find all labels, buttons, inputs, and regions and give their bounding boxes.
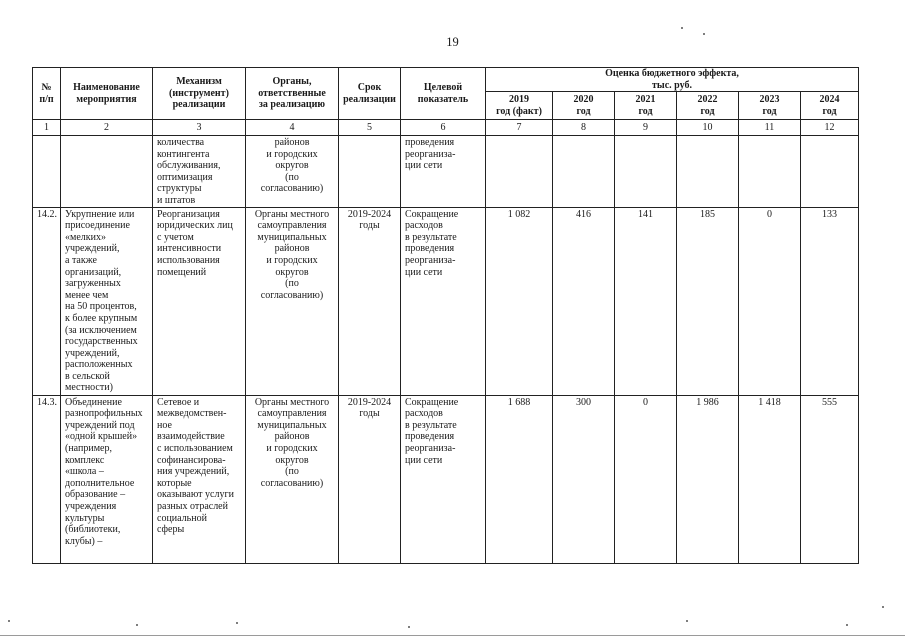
scan-speck (236, 622, 238, 624)
cell-effect-2020: 300 (553, 395, 615, 563)
column-number: 5 (339, 120, 401, 136)
column-number: 6 (401, 120, 486, 136)
header-target-indicator: Целевой показатель (401, 68, 486, 120)
cell-target-indicator: Сокращение расходов в результате проведения реорганиза- ции сети (401, 207, 486, 395)
column-number: 7 (486, 120, 553, 136)
cell-effect-2022: 185 (677, 207, 739, 395)
cell-activity-number: 14.3. (33, 395, 61, 563)
header-activity-name: Наименование мероприятия (61, 68, 153, 120)
header-term: Срок реализации (339, 68, 401, 120)
cell-mechanism: Сетевое и межведомствен- ное взаимодействие с использованием софинансирова- ния учреждений, которые оказывают услуги разных отраслей социальной сферы (153, 395, 246, 563)
empty-cell (61, 136, 153, 208)
scan-speck (136, 624, 138, 626)
measures-table (32, 67, 859, 564)
empty-cell (801, 136, 859, 208)
scan-speck (846, 624, 848, 626)
column-number: 10 (677, 120, 739, 136)
column-numbers-row (33, 120, 859, 136)
cell-effect-2020: 416 (553, 207, 615, 395)
column-number: 1 (33, 120, 61, 136)
cell-effect-2024: 133 (801, 207, 859, 395)
cell-effect-2019: 1 082 (486, 207, 553, 395)
header-responsible-bodies: Органы, ответственные за реализацию (246, 68, 339, 120)
cell-responsible-bodies: районов и городских округов (по согласованию) (246, 136, 339, 208)
cell-effect-2021: 141 (615, 207, 677, 395)
scan-speck (703, 33, 705, 35)
header-row (33, 68, 859, 92)
column-number: 8 (553, 120, 615, 136)
empty-cell (486, 136, 553, 208)
cell-term: 2019-2024 годы (339, 395, 401, 563)
cell-effect-2021: 0 (615, 395, 677, 563)
header-year-2020: 2020 год (553, 92, 615, 120)
header-mechanism: Механизм (инструмент) реализации (153, 68, 246, 120)
header-year-2021: 2021 год (615, 92, 677, 120)
scan-speck (408, 626, 410, 628)
scan-speck (8, 620, 10, 622)
cell-mechanism: Реорганизация юридических лиц с учетом интенсивности использования помещений (153, 207, 246, 395)
table-header (33, 68, 859, 120)
empty-cell (339, 136, 401, 208)
column-number: 9 (615, 120, 677, 136)
column-number: 12 (801, 120, 859, 136)
empty-cell (33, 136, 61, 208)
cell-target-indicator: Сокращение расходов в результате проведения реорганиза- ции сети (401, 395, 486, 563)
scan-speck (681, 27, 683, 29)
header-budget-effect: Оценка бюджетного эффекта, тыс. руб. (486, 68, 859, 92)
column-number: 3 (153, 120, 246, 136)
cell-activity-name: Объединение разнопрофильных учреждений под «одной крышей» (например, комплекс «школа – дополнительное образование – учреждения культуры (библиотеки, клубы) – (61, 395, 153, 563)
cell-activity-name: Укрупнение или присоединение «мелких» учреждений, а также организаций, загруженных менее чем на 50 процентов, к более крупным (за исключением государственных учреждений, расположенных в сельской местности) (61, 207, 153, 395)
cell-responsible-bodies: Органы местного самоуправления муниципальных районов и городских округов (по согласованию) (246, 207, 339, 395)
cell-mechanism: количества контингента обслуживания, оптимизация структуры и штатов (153, 136, 246, 208)
empty-cell (677, 136, 739, 208)
header-year-2023: 2023 год (739, 92, 801, 120)
column-number: 2 (61, 120, 153, 136)
scan-speck (882, 606, 884, 608)
empty-cell (615, 136, 677, 208)
cell-responsible-bodies: Органы местного самоуправления муниципальных районов и городских округов (по согласованию) (246, 395, 339, 563)
header-number: № п/п (33, 68, 61, 120)
header-year-2024: 2024 год (801, 92, 859, 120)
header-year-2019: 2019 год (факт) (486, 92, 553, 120)
cell-effect-2023: 0 (739, 207, 801, 395)
page-number: 19 (446, 35, 459, 49)
cell-effect-2024: 555 (801, 395, 859, 563)
table-row (33, 136, 859, 208)
header-year-2022: 2022 год (677, 92, 739, 120)
table-row (33, 395, 859, 563)
empty-cell (553, 136, 615, 208)
cell-effect-2023: 1 418 (739, 395, 801, 563)
column-number: 11 (739, 120, 801, 136)
cell-term: 2019-2024 годы (339, 207, 401, 395)
table-row (33, 207, 859, 395)
cell-activity-number: 14.2. (33, 207, 61, 395)
scan-edge-line (0, 635, 905, 636)
cell-effect-2022: 1 986 (677, 395, 739, 563)
cell-effect-2019: 1 688 (486, 395, 553, 563)
column-number: 4 (246, 120, 339, 136)
cell-target-indicator: проведения реорганиза- ции сети (401, 136, 486, 208)
scan-speck (686, 620, 688, 622)
empty-cell (739, 136, 801, 208)
